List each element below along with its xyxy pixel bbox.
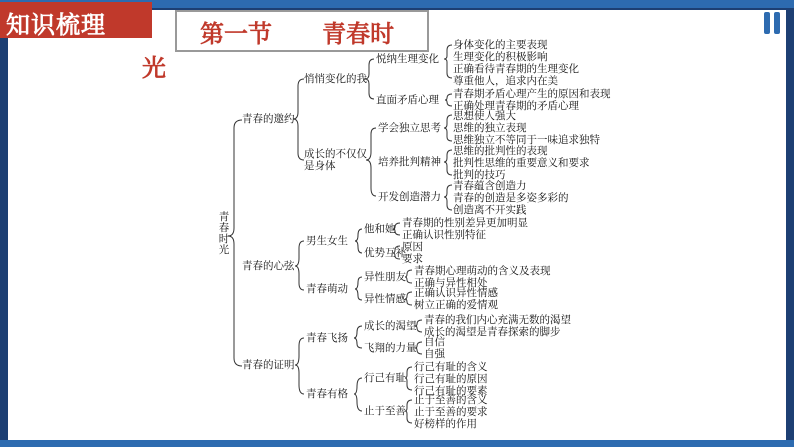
leaf-item: 树立正确的爱情观 [414,299,498,311]
brace-b3s2 [354,378,362,411]
group-node: 成长的渴望 [364,320,417,332]
brace-branch2 [295,241,304,290]
leaf-item: 行己有耻的要素 [414,385,488,397]
brace-b1s2g3 [444,185,452,210]
leaf-item: 思维的独立表现 [453,122,527,134]
leaf-item: 行己有耻的含义 [414,361,488,373]
group-node: 飞翔的力量 [364,342,417,354]
leaf-item: 青春的我们内心充满无数的渴望 [424,314,571,326]
sub-node: 是身体 [304,160,336,172]
sub-node: 青春飞扬 [306,332,348,344]
leaf-item: 青春期矛盾心理产生的原因和表现 [453,88,611,100]
root-node: 青春时光 [218,211,230,256]
group-node: 学会独立思考 [378,122,441,134]
leaf-item: 正确与异性相处 [414,277,488,289]
brace-b3s2g2 [405,400,412,423]
leaf-item: 要求 [402,253,423,265]
leaf-item: 正确认识性别特征 [402,229,486,241]
leaf-item: 好榜样的作用 [414,418,477,430]
brace-b1s2g2 [444,150,452,175]
leaf-item: 正确看待青春期的生理变化 [453,63,579,75]
group-node: 他和她 [364,223,396,235]
group-node: 异性朋友 [364,271,406,283]
leaf-item: 原因 [402,241,423,253]
leaf-item: 成长的渴望是青春探索的脚步 [424,326,561,338]
leaf-item: 批判的技巧 [453,169,506,181]
leaf-item: 止于至善的要求 [414,406,488,418]
branch-node: 青春的证明 [242,359,295,371]
brace-b2s2 [355,277,362,300]
leaf-item: 正确处理青春期的矛盾心理 [453,100,579,112]
sub-node: 青春有格 [306,388,348,400]
group-node: 培养批判精神 [378,156,441,168]
leaf-item: 思维的批判性的表现 [453,145,548,157]
brace-b2s1 [355,229,362,253]
brace-b1s1g1 [444,45,452,78]
leaf-item: 思想使人强大 [453,110,516,122]
sub-node: 悄悄变化的我 [304,73,367,85]
brace-b1s1g2 [445,94,452,106]
group-node: 开发创造潜力 [378,191,441,203]
leaf-item: 止于至善的含义 [414,394,488,406]
leaf-item: 青春蕴含创造力 [453,180,527,192]
page-title-wrap: 光 [142,54,166,82]
leaf-item: 行己有耻的原因 [414,373,488,385]
leaf-item: 生理变化的积极影响 [453,51,548,63]
brace-b1s2g1 [444,115,452,141]
group-node: 悦纳生理变化 [376,53,439,65]
group-node: 止于至善 [364,405,406,417]
group-node: 直面矛盾心理 [376,94,439,106]
brace-b2s2g1 [405,270,412,283]
group-node: 行己有耻 [364,372,406,384]
branch-node: 青春的心弦 [242,260,295,272]
leaf-item: 自强 [424,348,445,360]
leaf-item: 尊重他人，追求内在美 [453,75,558,87]
leaf-item: 创造离不开实践 [453,204,527,216]
sub-node: 成长的不仅仅 [304,148,367,160]
leaf-item: 自信 [424,336,445,348]
group-node: 优势互补 [364,247,406,259]
group-node: 异性情感 [364,293,406,305]
leaf-item: 正确认识异性情感 [414,287,498,299]
brace-b1s2 [366,128,376,196]
brace-b2s2g2 [405,292,412,305]
leaf-item: 青春期心理萌动的含义及表现 [414,265,551,277]
section-badge-label: 知识梳理 [6,11,106,39]
sub-node: 青春萌动 [306,283,348,295]
brace-branch3 [295,338,304,394]
leaf-item: 青春期的性别差异更加明显 [402,217,528,229]
branch-node: 青春的邀约 [242,113,295,125]
sub-node: 男生女生 [306,235,348,247]
brace-b3s1 [354,326,362,348]
leaf-item: 身体变化的主要表现 [453,39,548,51]
page-title: 第一节 青春时 [200,20,395,48]
leaf-item: 思维独立不等同于一味追求独特 [453,134,600,146]
leaf-item: 批判性思维的重要意义和要求 [453,157,590,169]
brace-root [228,120,242,366]
brace-b3s2g1 [405,367,412,390]
leaf-item: 青春的创造是多姿多彩的 [453,192,569,204]
